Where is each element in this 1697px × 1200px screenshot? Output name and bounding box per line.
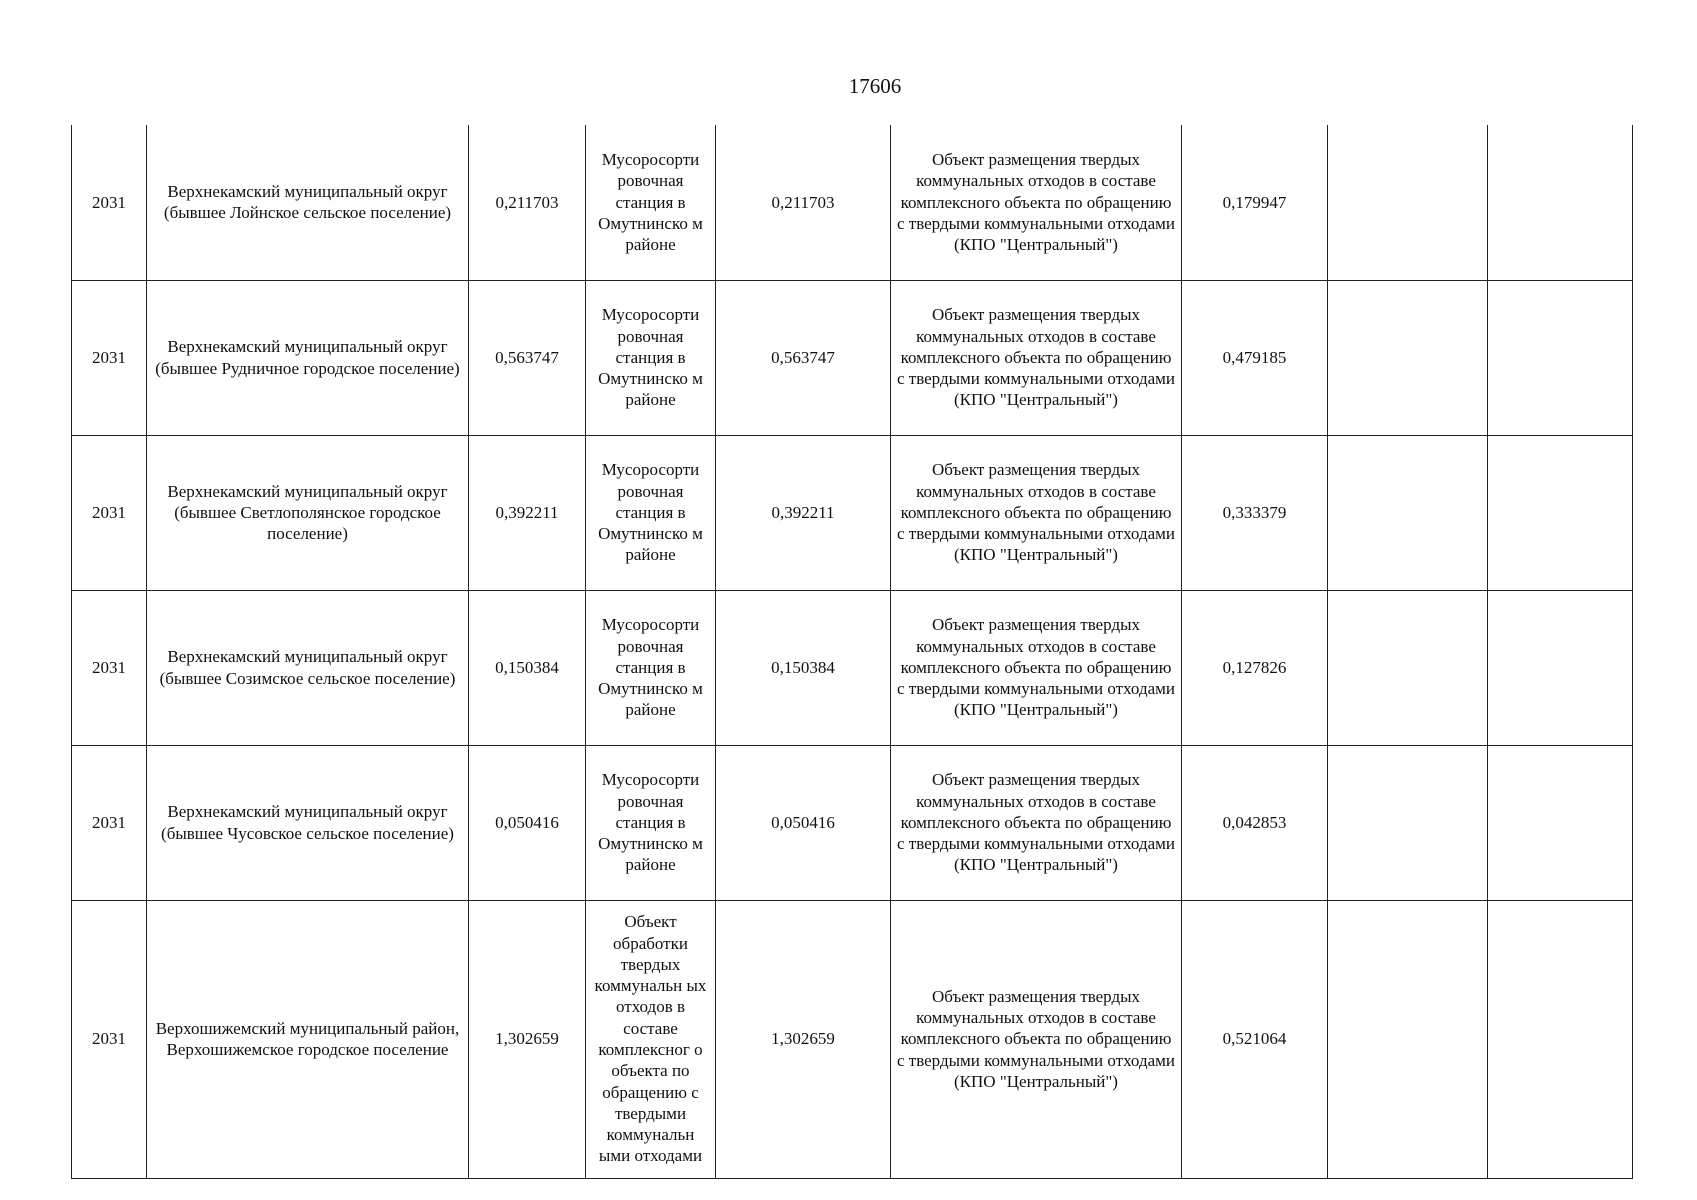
territory-cell: Верхнекамский муниципальный округ (бывшее Лойнское сельское поселение) xyxy=(147,125,469,280)
mass-placed-cell: 0,521064 xyxy=(1182,900,1328,1178)
empty-cell xyxy=(1488,590,1633,745)
waste-flow-table xyxy=(71,125,1633,1179)
mass-sorted-cell: 0,563747 xyxy=(716,280,891,435)
table-row xyxy=(72,745,1633,900)
empty-cell xyxy=(1328,280,1488,435)
sorting-object-cell: Объект обработки твердых коммунальн ых отходов в составе комплексног о объекта по обращению с твердыми коммунальн ыми отходами xyxy=(586,900,716,1178)
year-cell: 2031 xyxy=(72,435,147,590)
table-body xyxy=(72,125,1633,1178)
mass-formed-cell: 0,392211 xyxy=(469,435,586,590)
year-cell: 2031 xyxy=(72,590,147,745)
sorting-object-cell: Мусоросорти ровочная станция в Омутнинско м районе xyxy=(586,745,716,900)
territory-cell: Верхнекамский муниципальный округ (бывшее Рудничное городское поселение) xyxy=(147,280,469,435)
mass-placed-cell: 0,127826 xyxy=(1182,590,1328,745)
table-row xyxy=(72,280,1633,435)
territory-cell: Верхошижемский муниципальный район, Верхошижемское городское поселение xyxy=(147,900,469,1178)
year-cell: 2031 xyxy=(72,900,147,1178)
empty-cell xyxy=(1488,745,1633,900)
mass-placed-cell: 0,479185 xyxy=(1182,280,1328,435)
mass-placed-cell: 0,333379 xyxy=(1182,435,1328,590)
mass-formed-cell: 0,150384 xyxy=(469,590,586,745)
year-cell: 2031 xyxy=(72,280,147,435)
territory-cell: Верхнекамский муниципальный округ (бывшее Светлополянское городское поселение) xyxy=(147,435,469,590)
mass-placed-cell: 0,179947 xyxy=(1182,125,1328,280)
placement-object-cell: Объект размещения твердых коммунальных отходов в составе комплексного объекта по обращению с твердыми коммунальными отходами (КПО "Центральный") xyxy=(891,435,1182,590)
placement-object-cell: Объект размещения твердых коммунальных отходов в составе комплексного объекта по обращению с твердыми коммунальными отходами (КПО "Центральный") xyxy=(891,745,1182,900)
mass-formed-cell: 0,563747 xyxy=(469,280,586,435)
placement-object-cell: Объект размещения твердых коммунальных отходов в составе комплексного объекта по обращению с твердыми коммунальными отходами (КПО "Центральный") xyxy=(891,590,1182,745)
mass-sorted-cell: 0,050416 xyxy=(716,745,891,900)
mass-formed-cell: 1,302659 xyxy=(469,900,586,1178)
page-number: 17606 xyxy=(848,74,902,98)
sorting-object-cell: Мусоросорти ровочная станция в Омутнинско м районе xyxy=(586,435,716,590)
year-cell: 2031 xyxy=(72,125,147,280)
table-row xyxy=(72,435,1633,590)
territory-cell: Верхнекамский муниципальный округ (бывшее Созимское сельское поселение) xyxy=(147,590,469,745)
placement-object-cell: Объект размещения твердых коммунальных отходов в составе комплексного объекта по обращению с твердыми коммунальными отходами (КПО "Центральный") xyxy=(891,125,1182,280)
empty-cell xyxy=(1488,280,1633,435)
mass-sorted-cell: 0,211703 xyxy=(716,125,891,280)
mass-placed-cell: 0,042853 xyxy=(1182,745,1328,900)
empty-cell xyxy=(1328,900,1488,1178)
empty-cell xyxy=(1328,590,1488,745)
empty-cell xyxy=(1488,900,1633,1178)
empty-cell xyxy=(1328,125,1488,280)
placement-object-cell: Объект размещения твердых коммунальных отходов в составе комплексного объекта по обращению с твердыми коммунальными отходами (КПО "Центральный") xyxy=(891,280,1182,435)
table-row xyxy=(72,590,1633,745)
empty-cell xyxy=(1328,435,1488,590)
mass-sorted-cell: 0,392211 xyxy=(716,435,891,590)
table-row xyxy=(72,900,1633,1178)
sorting-object-cell: Мусоросорти ровочная станция в Омутнинско м районе xyxy=(586,125,716,280)
year-cell: 2031 xyxy=(72,745,147,900)
sorting-object-cell: Мусоросорти ровочная станция в Омутнинско м районе xyxy=(586,590,716,745)
table-row xyxy=(72,125,1633,280)
mass-formed-cell: 0,211703 xyxy=(469,125,586,280)
sorting-object-cell: Мусоросорти ровочная станция в Омутнинско м районе xyxy=(586,280,716,435)
mass-sorted-cell: 0,150384 xyxy=(716,590,891,745)
mass-formed-cell: 0,050416 xyxy=(469,745,586,900)
empty-cell xyxy=(1488,125,1633,280)
empty-cell xyxy=(1328,745,1488,900)
placement-object-cell: Объект размещения твердых коммунальных отходов в составе комплексного объекта по обращению с твердыми коммунальными отходами (КПО "Центральный") xyxy=(891,900,1182,1178)
empty-cell xyxy=(1488,435,1633,590)
territory-cell: Верхнекамский муниципальный округ (бывшее Чусовское сельское поселение) xyxy=(147,745,469,900)
mass-sorted-cell: 1,302659 xyxy=(716,900,891,1178)
